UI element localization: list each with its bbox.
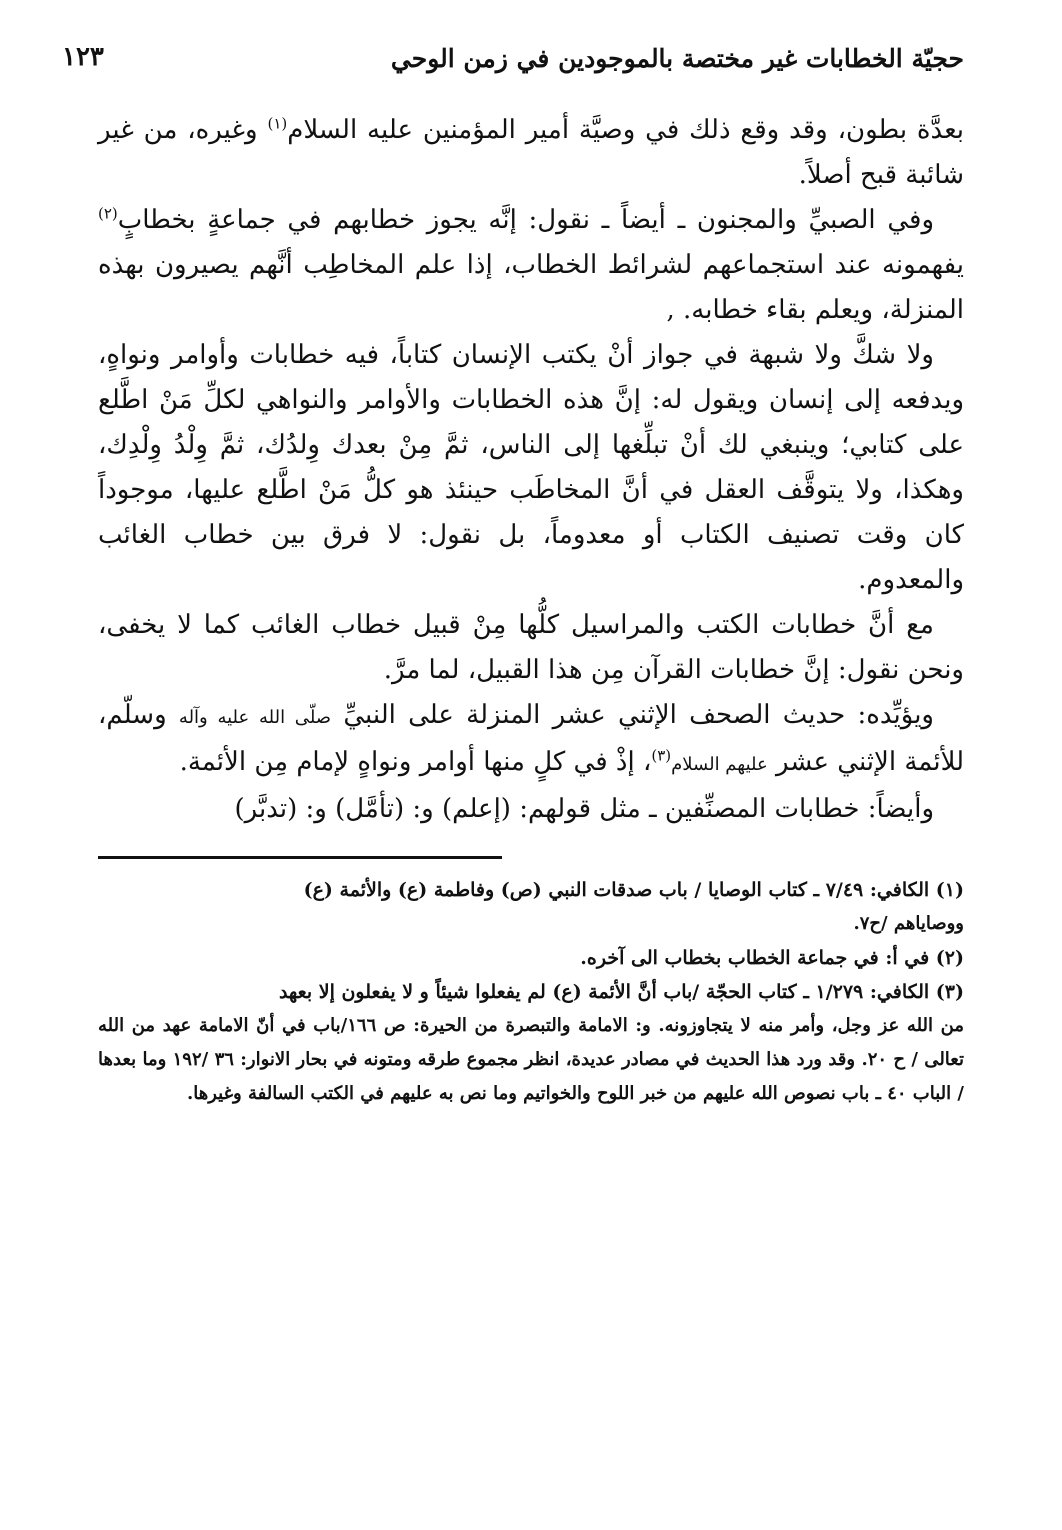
footnote-2: (٢) في أ: في جماعة الخطاب بخطاب الى آخره. [580, 947, 964, 969]
page-number: ١٢٣ [62, 42, 104, 72]
footnote-1-line-1: (١) الكافي: ٧/٤٩ ـ كتاب الوصايا / باب صدقات النبي (ص) وفاطمة (ع) والأئمة (ع) [303, 879, 964, 901]
footnote-1-line-2: ووصاياهم /ح٧. [853, 913, 964, 934]
paragraph-5-text-a: ويؤيِّده: حديث الصحف الإثني عشر المنزلة على النبيِّ [331, 700, 934, 730]
footnote-ref-1: (١) [267, 114, 288, 133]
paragraph-1-text-a: بعدَّة بطون، وقد وقع ذلك في وصيَّة أمير المؤمنين عليه السلام [287, 115, 964, 145]
paragraph-1-text-b: وغيره، من غير شائبة قبح أصلاً. [98, 115, 964, 190]
paragraph-5-text-b: وسلّم، للأئمة الإثني عشر [98, 700, 964, 777]
paragraph-2-text-a: وفي الصبيِّ والمجنون ـ أيضاً ـ نقول: إنَّه يجوز خطابهم في جماعةٍ بخطابٍ [117, 205, 934, 235]
paragraph-3: ولا شكَّ ولا شبهة في جواز أنْ يكتب الإنسان كتاباً، فيه خطابات وأوامر ونواهٍ، ويدفعه إلى إنسان ويقول له: إنَّ هذه الخطابات والأوامر والنواهي لكلِّ مَنْ اطَّلع على كتابي؛ وينبغي لك أنْ تبلِّغها إلى الناس، ثمَّ مِنْ بعدك وِلدُك، ثمَّ وِلْدُ وِلْدِك، وهكذا، ولا يتوقَّف العقل في أنَّ المخاطَب حينئذ هو كلُّ مَنْ اطَّلع عليها، موجوداً كان وقت تصنيف الكتاب أو معدوماً، بل نقول: لا فرق بين خطاب الغائب والمعدوم. [98, 340, 964, 595]
footnote-separator [98, 856, 502, 859]
footnote-ref-2: (٢) [98, 204, 118, 223]
salawat-honorific: صلّى الله عليه وآله [178, 707, 332, 728]
paragraph-2 [98, 198, 964, 333]
paragraph-1 [98, 108, 964, 198]
footnote-ref-3: (٣) [651, 746, 672, 765]
main-text [98, 108, 964, 832]
paragraph-5-text-c: ، إذْ في كلٍ منها أوامر ونواهٍ لإمام مِن الأئمة. [179, 747, 652, 777]
paragraph-2-text-b: يفهمونه عند استجماعهم لشرائط الخطاب، إذا علم المخاطِب أنَّهم يصيرون بهذه المنزلة، ويعلم بقاء خطابه. , [98, 250, 964, 325]
paragraph-4: مع أنَّ خطابات الكتب والمراسيل كلُّها مِنْ قبيل خطاب الغائب كما لا يخفى، ونحن نقول: إنَّ خطابات القرآن مِن هذا القبيل، لما مرَّ. [98, 610, 964, 685]
footnote-3-continuation: من الله عز وجل، وأمر منه لا يتجاوزونه. و: الامامة والتبصرة من الحيرة: ص ١٦٦/باب في أنّ الامامة عهد من الله تعالى / ح ٢٠. وقد ورد هذا الحديث في مصادر عديدة، انظر مجموع طرقه ومتونه في بحار الانوار: ٣٦ /١٩٢ وما بعدها / الباب ٤٠ ـ باب نصوص الله عليهم من خبر اللوح والخواتيم وما نص به عليهم في الكتب السالفة وغيرها. [98, 1015, 964, 1104]
alayhim-honorific: عليهم السلام [671, 754, 768, 775]
page-header [62, 40, 964, 92]
footnotes [98, 873, 964, 1111]
running-title: حجيّة الخطابات غير مختصة بالموجودين في زمن الوحي [390, 44, 964, 73]
paragraph-6: وأيضاً: خطابات المصنِّفين ـ مثل قولهم: (إعلم) و: (تأمَّل) و: (تدبَّر) [234, 794, 934, 824]
book-page [62, 40, 964, 1111]
paragraph-5 [98, 693, 964, 787]
footnote-3-line-1: (٣) الكافي: ١/٢٧٩ ـ كتاب الحجّة /باب أنَّ الأئمة (ع) لم يفعلوا شيئاً و لا يفعلون إلا بعهد [278, 981, 964, 1003]
